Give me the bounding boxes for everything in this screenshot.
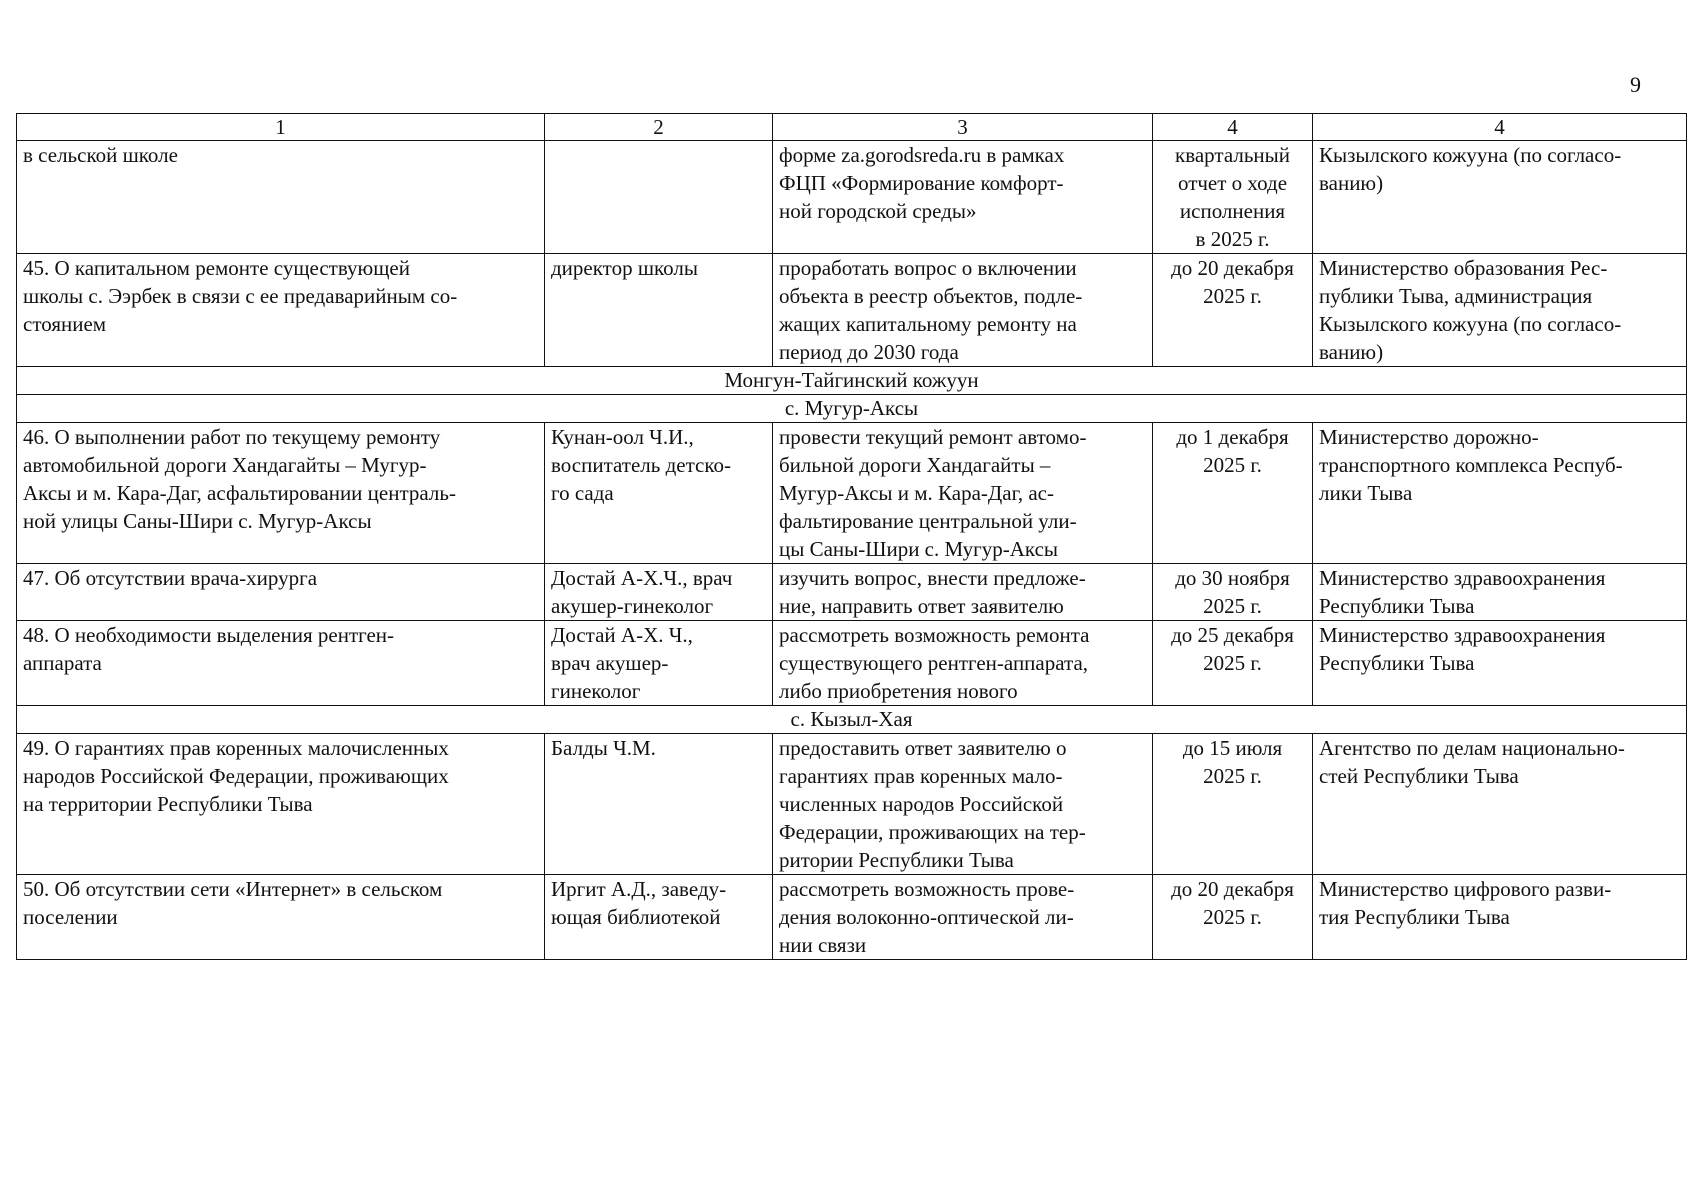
deadline-cell	[1153, 734, 1313, 875]
action-cell-text: рассмотреть возможность прове- дения волоконно-оптической ли- нии связи	[779, 877, 1075, 957]
deadline-cell-text: до 25 декабря 2025 г.	[1171, 623, 1294, 675]
header-col-1: 1	[17, 114, 545, 141]
action-cell	[773, 423, 1153, 564]
header-row	[17, 114, 1687, 141]
header-col-2: 2	[545, 114, 773, 141]
responsible-cell-text: Агентство по делам национально- стей Республики Тыва	[1319, 736, 1625, 788]
deadline-cell	[1153, 254, 1313, 367]
table-header	[17, 114, 1687, 141]
issue-cell-text: 50. Об отсутствии сети «Интернет» в сельском поселении	[23, 877, 443, 929]
applicant-cell-text: Кунан-оол Ч.И., воспитатель детско- го сада	[551, 425, 731, 505]
applicant-cell-text: Достай А-Х.Ч., врач акушер-гинеколог	[551, 566, 733, 618]
issue-cell-text: 49. О гарантиях прав коренных малочисленных народов Российской Федерации, проживающих на территории Республики Тыва	[23, 736, 449, 816]
issue-cell-text: 47. Об отсутствии врача-хирурга	[23, 566, 318, 590]
issue-cell-text: в сельской школе	[23, 143, 178, 167]
section-title: Монгун-Тайгинский кожуун	[17, 367, 1687, 395]
action-cell-text: проработать вопрос о включении объекта в реестр объектов, подле- жащих капитальному ремонту на период до 2030 года	[779, 256, 1083, 364]
action-cell	[773, 734, 1153, 875]
action-cell	[773, 621, 1153, 706]
applicant-cell	[545, 423, 773, 564]
issue-cell	[17, 875, 545, 960]
applicant-cell	[545, 875, 773, 960]
action-cell	[773, 141, 1153, 254]
responsible-cell	[1313, 875, 1687, 960]
deadline-cell	[1153, 564, 1313, 621]
applicant-cell	[545, 141, 773, 254]
responsible-cell-text: Кызылского кожууна (по согласо- ванию)	[1319, 143, 1622, 195]
applicant-cell	[545, 621, 773, 706]
responsible-cell-text: Министерство образования Рес- публики Тыва, администрация Кызылского кожууна (по согласо- ванию)	[1319, 256, 1622, 364]
issue-cell	[17, 141, 545, 254]
header-col-5: 4	[1313, 114, 1687, 141]
deadline-cell-text: до 20 декабря 2025 г.	[1171, 877, 1294, 929]
responsible-cell-text: Министерство цифрового разви- тия Республики Тыва	[1319, 877, 1612, 929]
section-row	[17, 395, 1687, 423]
deadline-cell-text: до 1 декабря 2025 г.	[1176, 425, 1289, 477]
action-cell-text: провести текущий ремонт автомо- бильной дороги Хандагайты – Мугур-Аксы и м. Кара-Даг, ас- фальтирование центральной ули- цы Саны-Шири с. Мугур-Аксы	[779, 425, 1087, 561]
issue-cell	[17, 734, 545, 875]
section-title: с. Кызыл-Хая	[17, 706, 1687, 734]
applicant-cell-text: Достай А-Х. Ч., врач акушер- гинеколог	[551, 623, 693, 703]
action-cell	[773, 254, 1153, 367]
deadline-cell-text: до 30 ноября 2025 г.	[1175, 566, 1290, 618]
section-row	[17, 367, 1687, 395]
table-body	[17, 141, 1687, 960]
issue-cell-text: 46. О выполнении работ по текущему ремонту автомобильной дороги Хандагайты – Мугур- Аксы и м. Кара-Даг, асфальтировании централь- ной улицы Саны-Шири с. Мугур-Аксы	[23, 425, 456, 533]
responsible-cell	[1313, 141, 1687, 254]
section-title: с. Мугур-Аксы	[17, 395, 1687, 423]
table-row	[17, 875, 1687, 960]
deadline-cell-text: до 15 июля 2025 г.	[1182, 736, 1283, 788]
applicant-cell	[545, 564, 773, 621]
issue-cell	[17, 564, 545, 621]
header-col-3: 3	[773, 114, 1153, 141]
table-row	[17, 254, 1687, 367]
action-cell-text: форме za.gorodsreda.ru в рамках ФЦП «Формирование комфорт- ной городской среды»	[779, 143, 1065, 223]
action-cell-text: рассмотреть возможность ремонта существующего рентген-аппарата, либо приобретения нового	[779, 623, 1090, 703]
deadline-cell	[1153, 141, 1313, 254]
action-cell-text: изучить вопрос, внести предложе- ние, направить ответ заявителю	[779, 566, 1086, 618]
action-cell	[773, 564, 1153, 621]
applicant-cell	[545, 734, 773, 875]
header-col-4: 4	[1153, 114, 1313, 141]
deadline-cell	[1153, 423, 1313, 564]
responsible-cell	[1313, 621, 1687, 706]
responsible-cell	[1313, 734, 1687, 875]
action-cell	[773, 875, 1153, 960]
issue-cell	[17, 621, 545, 706]
document-table	[16, 113, 1687, 960]
applicant-cell-text: Балды Ч.М.	[551, 736, 656, 760]
section-row	[17, 706, 1687, 734]
deadline-cell-text: квартальный отчет о ходе исполнения в 2025 г.	[1175, 143, 1290, 251]
issue-cell-text: 45. О капитальном ремонте существующей школы с. Ээрбек в связи с ее предаварийным со- стоянием	[23, 256, 458, 336]
responsible-cell-text: Министерство здравоохранения Республики Тыва	[1319, 623, 1606, 675]
action-cell-text: предоставить ответ заявителю о гарантиях прав коренных мало- численных народов Российской Федерации, проживающих на тер- ритории Республики Тыва	[779, 736, 1086, 872]
issue-cell	[17, 254, 545, 367]
deadline-cell	[1153, 621, 1313, 706]
applicant-cell-text: директор школы	[551, 256, 698, 280]
responsible-cell-text: Министерство дорожно- транспортного комплекса Респуб- лики Тыва	[1319, 425, 1623, 505]
table-row	[17, 621, 1687, 706]
responsible-cell	[1313, 564, 1687, 621]
issue-cell-text: 48. О необходимости выделения рентген- аппарата	[23, 623, 395, 675]
responsible-cell-text: Министерство здравоохранения Республики Тыва	[1319, 566, 1606, 618]
applicant-cell-text: Иргит А.Д., заведу- ющая библиотекой	[551, 877, 727, 929]
responsible-cell	[1313, 423, 1687, 564]
table-row	[17, 141, 1687, 254]
page-number: 9	[1630, 72, 1641, 97]
table-row	[17, 564, 1687, 621]
responsible-cell	[1313, 254, 1687, 367]
applicant-cell	[545, 254, 773, 367]
table-row	[17, 423, 1687, 564]
table-row	[17, 734, 1687, 875]
issue-cell	[17, 423, 545, 564]
deadline-cell-text: до 20 декабря 2025 г.	[1171, 256, 1294, 308]
deadline-cell	[1153, 875, 1313, 960]
